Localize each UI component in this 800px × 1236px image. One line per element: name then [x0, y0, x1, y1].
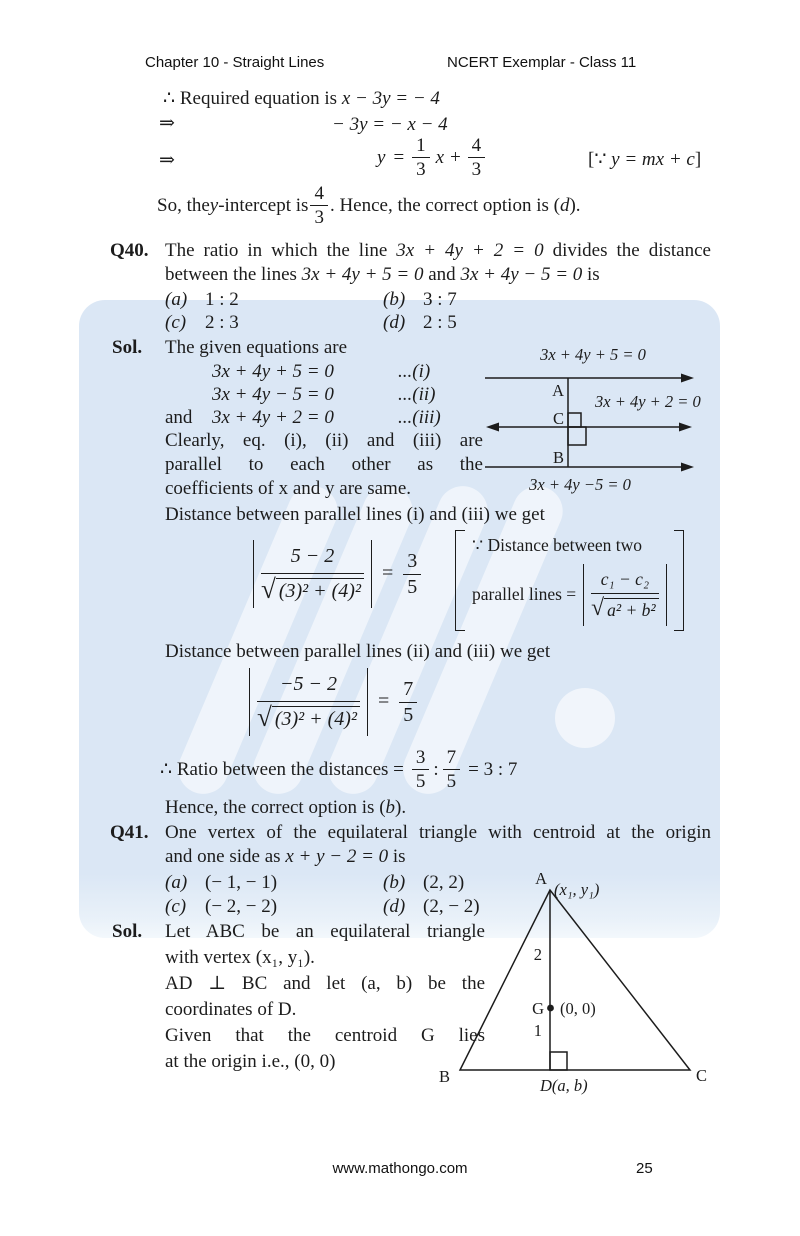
equilateral-triangle-diagram	[420, 868, 720, 1096]
arrowhead-right	[681, 374, 694, 383]
question-40-line-1: The ratio in which the line 3x + 4y + 2 = 0 divides the distance	[165, 240, 711, 261]
fraction-one-third: $\frac{1}{3}$	[412, 136, 430, 180]
segment-gd-ratio: 1	[533, 1021, 542, 1040]
fraction-four-thirds: $\frac{4}{3}$	[468, 136, 486, 180]
arrowhead-right	[679, 423, 692, 432]
step3-mid: x +	[435, 146, 462, 168]
solution-40-label: Sol.	[112, 337, 143, 358]
note-line-1: ∵ Distance between two	[472, 535, 643, 555]
header-chapter: Chapter 10 - Straight Lines	[145, 54, 325, 71]
right-angle-marker	[568, 427, 586, 445]
question-41-number: Q41.	[110, 822, 149, 843]
derivation-conclusion: So, the y -intercept is $\frac{4}{3}$ . Hence, the correct option is ( d ).	[157, 183, 581, 229]
question-40-line-2: between the lines 3x + 4y + 5 = 0 and 3x + 4y − 5 = 0 is	[165, 264, 600, 285]
derivation-line-1-eq: x − 3y = − 4	[341, 88, 440, 109]
sol41-line: with vertex (x₁, y₁).	[165, 947, 315, 968]
segment-ag-ratio: 2	[533, 945, 542, 964]
absolute-value: −5 − 2 √ (3)² + (4)²	[249, 668, 368, 736]
line-ii-label: 3x + 4y −5 = 0	[529, 475, 631, 494]
vertex-a-label: A	[535, 869, 547, 888]
line-i-label: 3x + 4y + 5 = 0	[540, 345, 646, 364]
implies-symbol: ⇒	[159, 113, 175, 134]
equation-i: 3x + 4y + 5 = 0 ...(i)	[212, 361, 431, 382]
equals-sign: =	[393, 146, 405, 168]
q41-option-b: (b) (2, 2)	[383, 872, 465, 893]
point-b-label: B	[552, 448, 564, 467]
parallel-lines-diagram	[483, 340, 723, 502]
question-40-number: Q40.	[110, 240, 149, 261]
result-fraction: $\frac{7}{5}$	[399, 679, 417, 725]
side-note-y-mx-c: [∵ y = mx + c]	[588, 149, 702, 170]
sol41-line: Let ABC be an equilateral triangle	[165, 921, 485, 942]
derivation-line-1-text: ∴ Required equation is	[163, 88, 342, 109]
point-d-label: D(a, b)	[540, 1076, 588, 1095]
question-41-line-2: and one side as x + y − 2 = 0 is	[165, 846, 406, 867]
right-angle-marker	[550, 1052, 567, 1070]
absolute-value: 5 − 2 √ (3)² + (4)²	[253, 540, 372, 608]
q40-option-a: (a) 1 : 2	[165, 289, 239, 310]
derivation-step-2: − 3y = − x − 4	[332, 114, 448, 135]
absolute-value: c₁ − c₂ √ a² + b²	[583, 564, 667, 626]
sol41-line: Given that the centroid G lies	[165, 1025, 485, 1046]
left-bracket	[455, 530, 465, 631]
distance-equation-1: 5 − 2 √ (3)² + (4)² = $\frac{3}{5}$	[253, 540, 421, 608]
sol40-paragraph-line: parallel to each other as the	[165, 454, 483, 475]
centroid-coords: (0, 0)	[560, 999, 596, 1018]
derivation-step-3	[377, 136, 485, 180]
result-fraction: $\frac{3}{5}$	[403, 551, 421, 597]
sol41-line: coordinates of D.	[165, 999, 297, 1020]
ratio-line: ∴ Ratio between the distances = $\frac{3}{5}$ : $\frac{7}{5}$ = 3 : 7	[160, 747, 518, 793]
arrowhead-left	[486, 423, 499, 432]
fraction-three-fifths: $\frac{3}{5}$	[412, 748, 430, 792]
header-book: NCERT Exemplar - Class 11	[447, 54, 637, 71]
vertex-c-label: C	[696, 1066, 708, 1085]
step3-lhs: y	[377, 146, 386, 168]
radical-sign: √	[591, 595, 605, 622]
right-angle-marker	[568, 413, 581, 427]
centroid-dot	[547, 1005, 554, 1012]
q40-option-b: (b) 3 : 7	[383, 289, 457, 310]
fraction-four-thirds: $\frac{4}{3}$	[310, 184, 328, 228]
solution-41-label: Sol.	[112, 921, 143, 942]
parallel-distance-formula-note: ∵ Distance between two parallel lines = c₁ − c₂ √ a² + b²	[455, 530, 684, 631]
sol40-paragraph-line: coefficients of x and y are same.	[165, 478, 412, 499]
equation-ii: 3x + 4y − 5 = 0 ...(ii)	[212, 384, 436, 405]
q41-option-a: (a) (− 1, − 1)	[165, 872, 278, 893]
sol41-line: at the origin i.e., (0, 0)	[165, 1051, 336, 1072]
q40-option-c: (c) 2 : 3	[165, 312, 239, 333]
derivation-line-1	[163, 88, 440, 110]
sol41-line: AD ⊥ BC and let (a, b) be the	[165, 973, 485, 994]
sol40-conclusion: Hence, the correct option is (b).	[165, 797, 407, 818]
q41-option-c: (c) (− 2, − 2)	[165, 896, 278, 917]
equation-iii: and 3x + 4y + 2 = 0 ...(iii)	[165, 407, 441, 428]
implies-symbol: ⇒	[159, 150, 175, 171]
q41-option-d: (d) (2, − 2)	[383, 896, 480, 917]
point-c-label: C	[552, 409, 564, 428]
line-iii-label: 3x + 4y + 2 = 0	[595, 392, 701, 411]
radical-sign: √	[257, 701, 272, 732]
vertex-a-coords: (x₁, y₁)	[554, 880, 600, 899]
point-a-label: A	[552, 381, 564, 400]
centroid-label: G	[532, 999, 544, 1018]
question-41-line-1: One vertex of the equilateral triangle with centroid at the origin	[165, 822, 711, 843]
sol40-intro: The given equations are	[165, 337, 348, 358]
fraction-seven-fifths: $\frac{7}{5}$	[443, 748, 461, 792]
vertex-b-label: B	[438, 1067, 450, 1086]
sol40-paragraph-line: Clearly, eq. (i), (ii) and (iii) are	[165, 430, 483, 451]
arrowhead-right	[681, 463, 694, 472]
distance-1-heading: Distance between parallel lines (i) and (iii) we get	[165, 504, 545, 525]
footer-site: www.mathongo.com	[332, 1160, 468, 1177]
radical-sign: √	[261, 573, 276, 604]
triangle-outline	[460, 890, 690, 1070]
distance-2-heading: Distance between parallel lines (ii) and (iii) we get	[165, 641, 551, 662]
watermark-dot	[555, 688, 615, 748]
right-bracket	[674, 530, 684, 631]
footer-page-number: 25	[636, 1160, 653, 1177]
q40-option-d: (d) 2 : 5	[383, 312, 457, 333]
distance-equation-2: −5 − 2 √ (3)² + (4)² = $\frac{7}{5}$	[249, 668, 417, 736]
